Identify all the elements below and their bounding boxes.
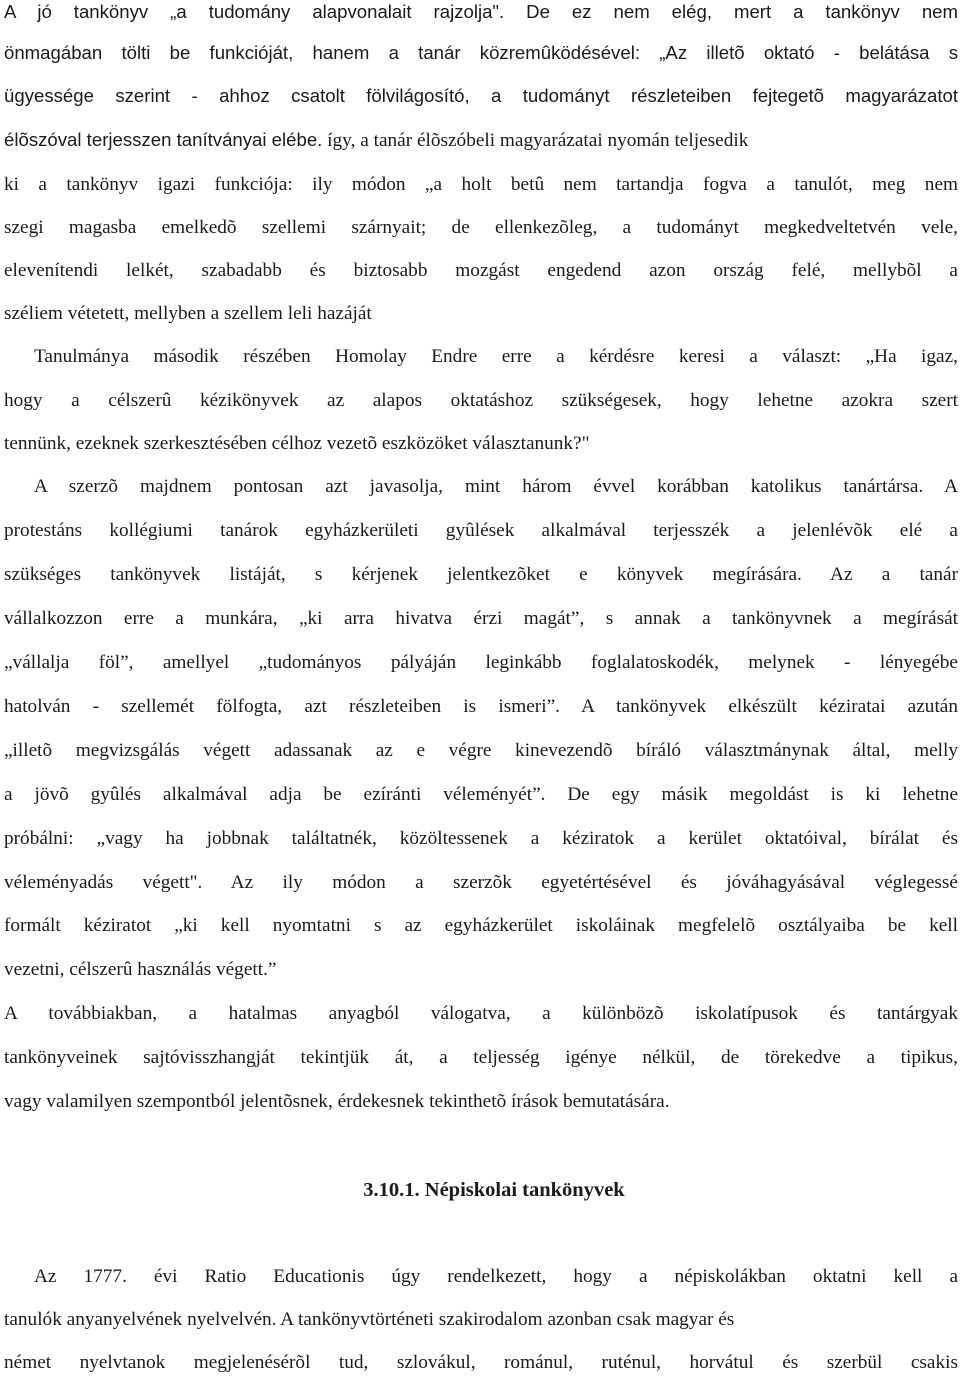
text-line-4-start: élõszóval terjesszen tanítványai elébe.: [4, 129, 323, 150]
text-line-20: próbálni: „vagy ha jobbnak találtatnék, közöltessenek a kéziratok a kerület oktatóival, bírálat és: [4, 828, 958, 849]
text-line-4-end: így, a tanár élõszóbeli magyarázatai nyomán teljesedik: [322, 130, 749, 151]
text-line-21: véleményadás végett". Az ily módon a szerzõk egyetértésével és jóváhagyásával véglegessé: [4, 872, 958, 893]
section-heading: 3.10.1. Népiskolai tankönyvek: [363, 1179, 625, 1201]
text-line-12: A szerzõ majdnem pontosan azt javasolja, mint három évvel korábban katolikus tanártársa. A: [34, 476, 958, 497]
text-line-27: Az 1777. évi Ratio Educationis úgy rendelkezett, hogy a népiskolákban oktatni kell a: [34, 1266, 958, 1287]
text-line-4: [4, 125, 958, 155]
text-line-17: hatolván - szellemét fölfogta, azt részleteiben is ismeri”. A tankönyvek elkészült kéziratai azután: [4, 696, 958, 717]
text-line-2: önmagában tölti be funkcióját, hanem a tanár közremûködésével: „Az illetõ oktató - belátása s: [4, 42, 958, 63]
text-line-24: A továbbiakban, a hatalmas anyagból válogatva, a különbözõ iskolatípusok és tantárgyak: [4, 1003, 958, 1024]
text-line-23: vezetni, célszerû használás végett.”: [4, 959, 277, 980]
text-line-26: vagy valamilyen szempontból jelentõsnek, érdekesnek tekinthetõ írások bemutatására.: [4, 1091, 670, 1112]
text-line-29: német nyelvtanok megjelenésérõl tud, szlovákul, románul, ruténul, horvátul és szerbül csakis: [4, 1352, 958, 1373]
text-line-13: protestáns kollégiumi tanárok egyházkerületi gyûlések alkalmával terjesszék a jelenlévõk elé a: [4, 520, 958, 541]
text-line-10: hogy a célszerû kézikönyvek az alapos oktatáshoz szükségesek, hogy lehetne azokra szert: [4, 390, 958, 411]
text-line-3: ügyessége szerint - ahhoz csatolt fölvilágosító, a tudományt részleteiben fejtegetõ magyarázatot: [4, 85, 958, 106]
text-line-6: szegi magasba emelkedõ szellemi szárnyait; de ellenkezõleg, a tudományt megkedveltetvén vele,: [4, 217, 958, 238]
text-line-14: szükséges tankönyvek listáját, s kérjenek jelentkezõket e könyvek megírására. Az a tanár: [4, 564, 958, 585]
text-line-25: tankönyveinek sajtóvisszhangját tekintjük át, a teljesség igénye nélkül, de törekedve a tipikus,: [4, 1047, 958, 1068]
text-line-22: formált kéziratot „ki kell nyomtatni s az egyházkerület iskoláinak megfelelõ osztályaiba be kell: [4, 915, 958, 936]
text-line-18: „illetõ megvizsgálás végett adassanak az e végre kinevezendõ bíráló választmánynak által, melly: [4, 740, 958, 761]
text-line-16: „vállalja föl”, amellyel „tudományos pályáján leginkább foglalatoskodék, melynek - lényegébe: [4, 652, 958, 673]
text-line-28-text: tanulók anyanyelvének nyelvelvén. A tankönyvtörténeti szakirodalom azonban csak magyar és: [4, 1309, 735, 1330]
text-line-9: Tanulmánya második részében Homolay Endre erre a kérdésre keresi a választ: „Ha igaz,: [34, 346, 958, 367]
text-line-8: széliem vétetett, mellyben a szellem leli hazáját: [4, 303, 372, 324]
text-line-7: elevenítendi lelkét, szabadabb és biztosabb mozgást engedend azon ország felé, mellybõl a: [4, 260, 958, 281]
text-line-19: a jövõ gyûlés alkalmával adja be ezíránti véleményét”. De egy másik megoldást is ki lehetne: [4, 784, 958, 805]
text-line-15: vállalkozzon erre a munkára, „ki arra hivatva érzi magát”, s annak a tankönyvnek a megírását: [4, 608, 958, 629]
text-line-11: tennünk, ezeknek szerkesztésében célhoz vezetõ eszközöket választanunk?": [4, 433, 590, 454]
text-line-28: [4, 1305, 958, 1335]
text-line-5: ki a tankönyv igazi funkciója: ily módon „a holt betû nem tartandja fogva a tanulót, meg nem: [4, 174, 958, 195]
text-line-1: A jó tankönyv „a tudomány alapvonalait rajzolja". De ez nem elég, mert a tankönyv nem: [4, 1, 958, 22]
